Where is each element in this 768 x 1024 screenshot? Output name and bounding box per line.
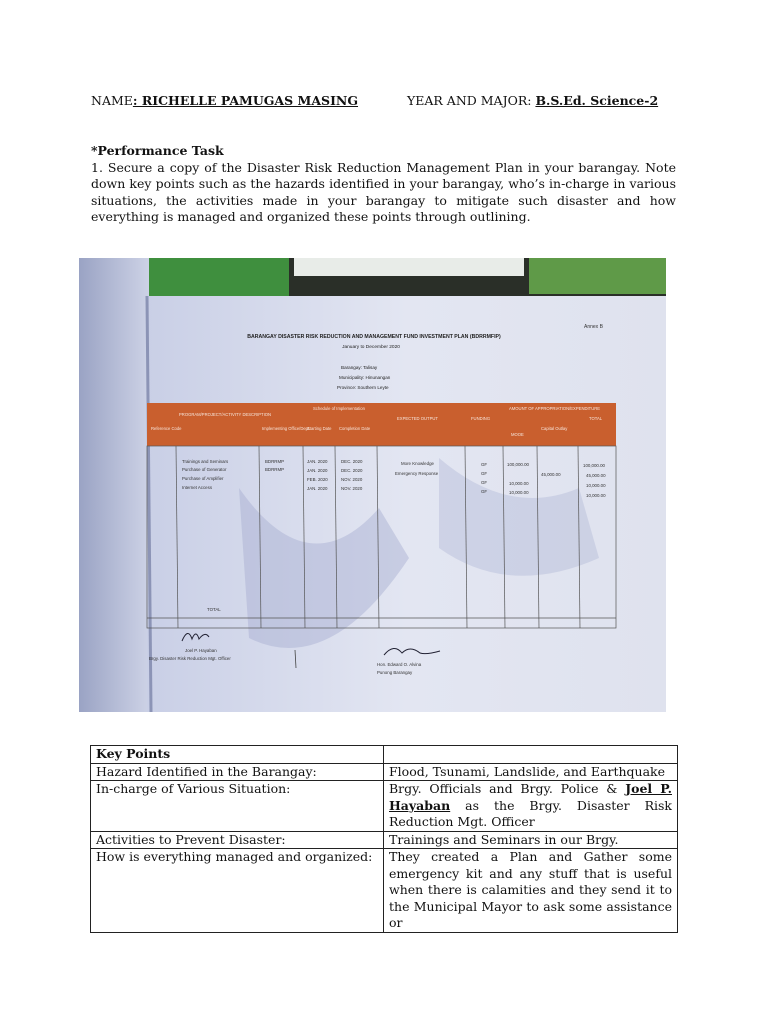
signatory-right-name: Hon. Edward O. Alvina: [377, 662, 422, 667]
name-label: NAME: [91, 93, 133, 108]
task-instructions: 1. Secure a copy of the Disaster Risk Reduction Management Plan in your barangay. Note down key points such as the hazards identified in your barangay, who’s in-charge in various situations, the activities made in your barangay to mitigate such disaster and how everything is managed and organized these points through outlining.: [91, 160, 676, 225]
end-2: DEC. 2020: [341, 468, 363, 473]
in-charge-value: [384, 781, 678, 832]
activities-label: Activities to Prevent Disaster:: [91, 831, 384, 849]
student-name-line: [91, 93, 358, 109]
activity-3: Purchase of Amplifier: [182, 476, 224, 481]
output-2: Emergency Response: [395, 471, 439, 476]
header-end: Completion Date: [339, 426, 371, 431]
signatory-left-role: Brgy. Disaster Risk Reduction Mgt. Officer: [149, 656, 231, 661]
mooe-4: 10,000.00: [509, 490, 529, 495]
end-1: DEC. 2020: [341, 459, 363, 464]
year-major-value: B.S.Ed. Science-2: [535, 93, 659, 108]
total-3: 10,000.00: [586, 483, 606, 488]
bdrrmfip-photo: [79, 258, 666, 712]
activity-4: Internet Access: [182, 485, 213, 490]
table-row: [91, 849, 678, 933]
total-row-label: TOTAL: [207, 607, 221, 612]
total-4: 10,000.00: [586, 493, 606, 498]
header-activity: PROGRAM/PROJECT/ACTIVITY DESCRIPTION: [179, 412, 272, 417]
output-1: More Knowledge: [401, 461, 434, 466]
office-2: BDRRMP: [265, 467, 285, 472]
plan-title: BARANGAY DISASTER RISK REDUCTION AND MANAGEMENT FUND INVESTMENT PLAN (BDRRMFIP): [247, 334, 501, 340]
task-title: *Performance Task: [91, 143, 224, 158]
empty-header-cell: [384, 746, 678, 764]
table-row: [91, 781, 678, 832]
office-1: BDRRMP: [265, 459, 285, 464]
funding-4: GF: [481, 489, 488, 494]
activity-1: Trainings and Seminars: [182, 459, 229, 464]
total-2: 45,000.00: [586, 473, 606, 478]
header-schedule: Schedule of Implementation: [313, 406, 365, 411]
header-funding: FUNDING: [471, 416, 491, 421]
hazard-label: Hazard Identified in the Barangay:: [91, 763, 384, 781]
header-mooe: MOOE: [511, 432, 524, 437]
management-value: They created a Plan and Gather some emergency kit and any stuff that is useful when there is calamities and they send it to the Municipal Mayor to ask some assistance or: [384, 849, 678, 933]
in-charge-value-post: as the Brgy. Disaster Risk Reduction Mgt. Officer: [389, 797, 672, 829]
student-name: : RICHELLE PAMUGAS MASING: [132, 93, 359, 108]
activities-value: Trainings and Seminars in our Brgy.: [384, 831, 678, 849]
funding-2: GF: [481, 471, 488, 476]
start-1: JAN. 2020: [307, 459, 328, 464]
start-4: JAN. 2020: [307, 486, 328, 491]
plan-period: January to December 2020: [342, 345, 400, 350]
header-office: Implementing Office/Dept.: [262, 426, 311, 431]
key-points-heading: Key Points: [91, 746, 384, 764]
end-4: NOV. 2020: [341, 486, 363, 491]
header-total: TOTAL: [589, 416, 603, 421]
start-3: FEB. 2020: [307, 477, 328, 482]
officer-name: Joel P. Hayaban: [389, 781, 672, 813]
annex-label: Annex B: [584, 324, 603, 330]
funding-1: GF: [481, 462, 488, 467]
year-major-line: [407, 93, 658, 109]
table-row: [91, 831, 678, 849]
hazard-value: Flood, Tsunami, Landslide, and Earthquake: [384, 763, 678, 781]
activity-2: Purchase of Generator: [182, 467, 227, 472]
key-points-table: [90, 745, 678, 933]
mooe-3: 10,000.00: [509, 481, 529, 486]
header-capital: Capital Outlay: [541, 426, 568, 431]
end-3: NOV. 2020: [341, 477, 363, 482]
management-label: How is everything managed and organized:: [91, 849, 384, 933]
plan-barangay: Barangay: Talisay: [341, 365, 378, 370]
header-amount: AMOUNT OF APPROPRIATION/EXPENDITURE: [509, 406, 601, 411]
plan-municipality: Municipality: Hinunangan: [339, 375, 391, 380]
table-header-row: [91, 746, 678, 764]
total-1: 100,000.00: [583, 463, 605, 468]
in-charge-label: In-charge of Various Situation:: [91, 781, 384, 832]
header-start: Starting Date: [307, 426, 332, 431]
header-ref-code: Reference Code: [151, 426, 182, 431]
in-charge-value-pre: Brgy. Officials and Brgy. Police &: [389, 781, 626, 796]
signatory-left-name: Joel P. Hayaban: [185, 648, 217, 653]
capital-2: 45,000.00: [541, 472, 561, 477]
signatory-right-role: Punong Barangay: [377, 670, 413, 675]
header-output: EXPECTED OUTPUT: [397, 416, 438, 421]
plan-province: Province: Southern Leyte: [337, 385, 389, 390]
start-2: JAN. 2020: [307, 468, 328, 473]
mooe-1: 100,000.00: [507, 462, 529, 467]
funding-3: GF: [481, 480, 488, 485]
table-row: [91, 763, 678, 781]
year-major-label: YEAR AND MAJOR:: [407, 93, 536, 108]
